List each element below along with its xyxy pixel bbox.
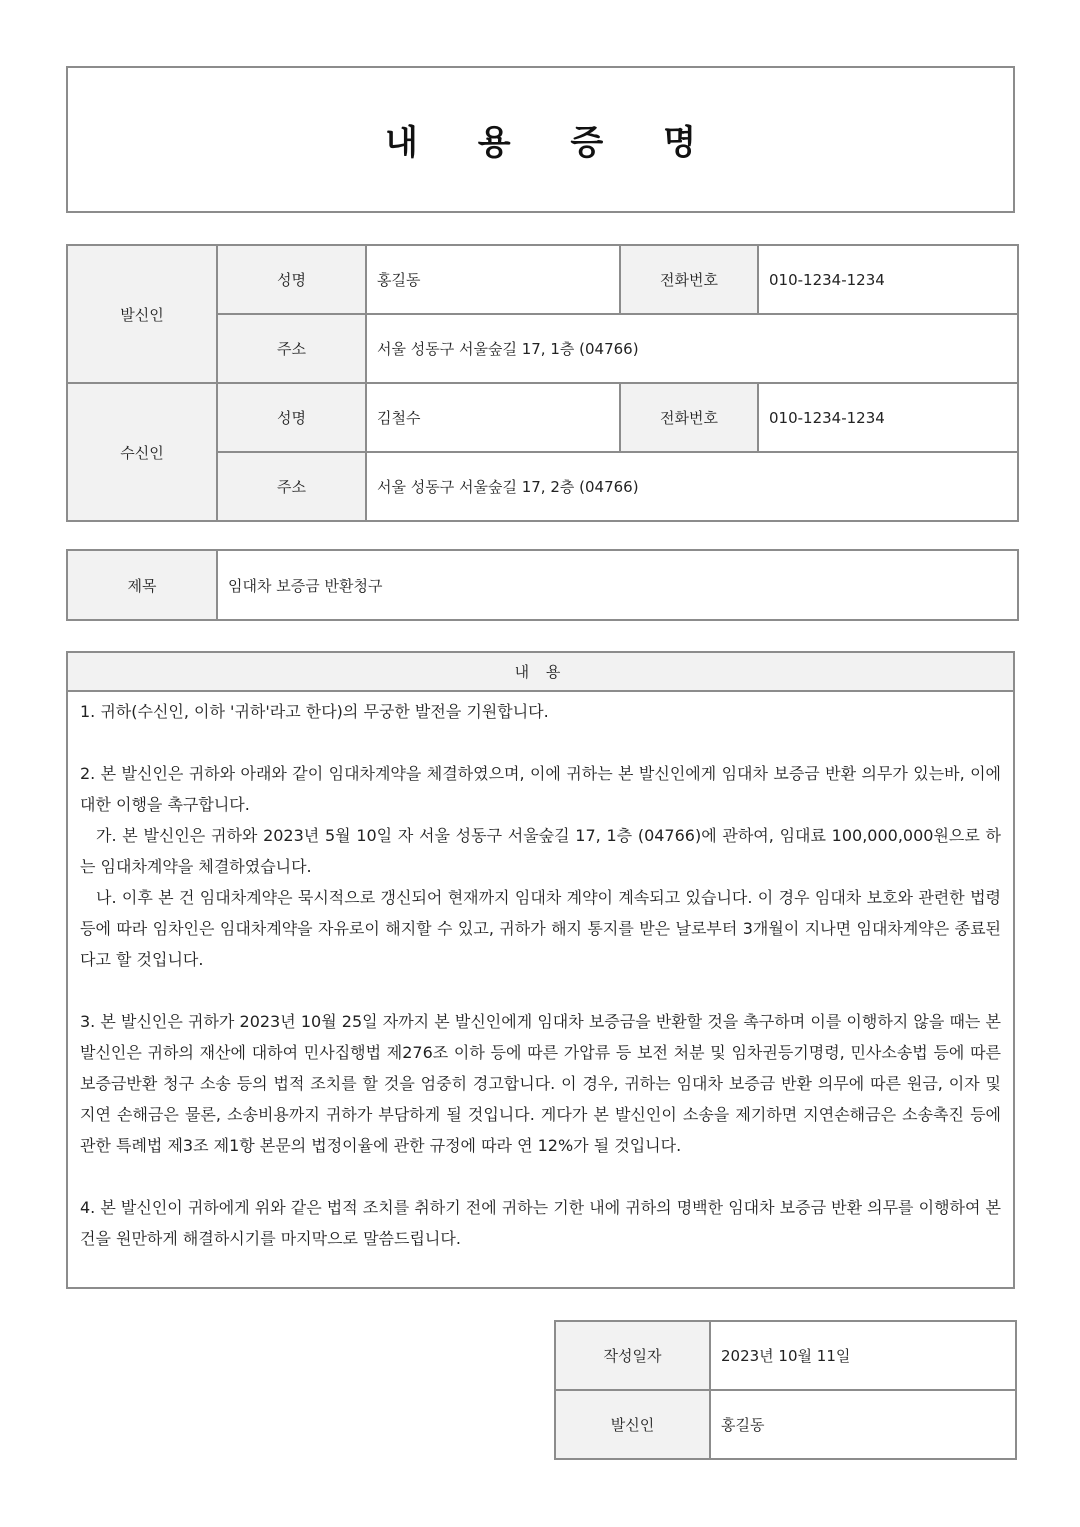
content-header: 내 용 <box>68 653 1013 692</box>
paragraph-gap <box>80 727 1001 758</box>
paragraph-2-a: 가. 본 발신인은 귀하와 2023년 5월 10일 자 서울 성동구 서울숲길 17, 1층 (04766)에 관하여, 임대료 100,000,000원으로 하는 임대차계약을 체결하였습니다. <box>80 826 1001 876</box>
recipient-address-label: 주소 <box>217 452 366 521</box>
content-box <box>66 651 1015 1289</box>
recipient-phone-label: 전화번호 <box>620 383 758 452</box>
paragraph-4: 4. 본 발신인이 귀하에게 위와 같은 법적 조치를 취하기 전에 귀하는 기한 내에 귀하의 명백한 임대차 보증금 반환 의무를 이행하여 본 건을 원만하게 해결하시기를 마지막으로 말씀드립니다. <box>80 1198 1001 1248</box>
paragraph-2: 2. 본 발신인은 귀하와 아래와 같이 임대차계약을 체결하였으며, 이에 귀하는 본 발신인에게 임대차 보증금 반환 의무가 있는바, 이에 대한 이행을 촉구합니다. <box>80 764 1001 814</box>
paragraph-gap <box>80 1161 1001 1192</box>
content-body <box>68 692 1013 1254</box>
paragraph-gap <box>80 975 1001 1006</box>
subject-value: 임대차 보증금 반환청구 <box>217 550 1018 620</box>
date-label: 작성일자 <box>555 1321 710 1390</box>
sender-name-label: 성명 <box>217 245 366 314</box>
footer-sender-value: 홍길동 <box>710 1390 1016 1459</box>
paragraph-1: 1. 귀하(수신인, 이하 '귀하'라고 한다)의 무궁한 발전을 기원합니다. <box>80 702 549 721</box>
recipient-phone: 010-1234-1234 <box>758 383 1018 452</box>
paragraph-2-b: 나. 이후 본 건 임대차계약은 묵시적으로 갱신되어 현재까지 임대차 계약이 계속되고 있습니다. 이 경우 임대차 보호와 관련한 법령 등에 따라 임차인은 임대차계약을 자유로이 해지할 수 있고, 귀하가 해지 통지를 받은 날로부터 3개월이 지나면 임대차계약은 종료된다고 할 것입니다. <box>80 888 1001 969</box>
sender-address-label: 주소 <box>217 314 366 383</box>
recipient-address: 서울 성동구 서울숲길 17, 2층 (04766) <box>366 452 1018 521</box>
subject-table <box>66 549 1019 621</box>
footer-table <box>554 1320 1017 1460</box>
subject-label: 제목 <box>67 550 217 620</box>
title-box <box>66 66 1015 213</box>
date-value: 2023년 10월 11일 <box>710 1321 1016 1390</box>
sender-address: 서울 성동구 서울숲길 17, 1층 (04766) <box>366 314 1018 383</box>
recipient-name-label: 성명 <box>217 383 366 452</box>
sender-phone-label: 전화번호 <box>620 245 758 314</box>
sender-label: 발신인 <box>67 245 217 383</box>
sender-phone: 010-1234-1234 <box>758 245 1018 314</box>
footer-sender-label: 발신인 <box>555 1390 710 1459</box>
document-title: 내 용 증 명 <box>385 123 720 163</box>
party-table <box>66 244 1019 522</box>
paragraph-3: 3. 본 발신인은 귀하가 2023년 10월 25일 자까지 본 발신인에게 임대차 보증금을 반환할 것을 촉구하며 이를 이행하지 않을 때는 본 발신인은 귀하의 재산에 대하여 민사집행법 제276조 이하 등에 따른 가압류 등 보전 처분 및 임차권등기명령, 민사소송법 등에 따른 보증금반환 청구 소송 등의 법적 조치를 할 것을 엄중히 경고합니다. 이 경우, 귀하는 임대차 보증금 반환 의무에 따른 원금, 이자 및 지연 손해금은 물론, 소송비용까지 귀하가 부담하게 될 것입니다. 게다가 본 발신인이 소송을 제기하면 지연손해금은 소송촉진 등에 관한 특례법 제3조 제1항 본문의 법정이율에 관한 규정에 따라 연 12%가 될 것입니다. <box>80 1012 1001 1155</box>
sender-name: 홍길동 <box>366 245 620 314</box>
recipient-label: 수신인 <box>67 383 217 521</box>
recipient-name: 김철수 <box>366 383 620 452</box>
